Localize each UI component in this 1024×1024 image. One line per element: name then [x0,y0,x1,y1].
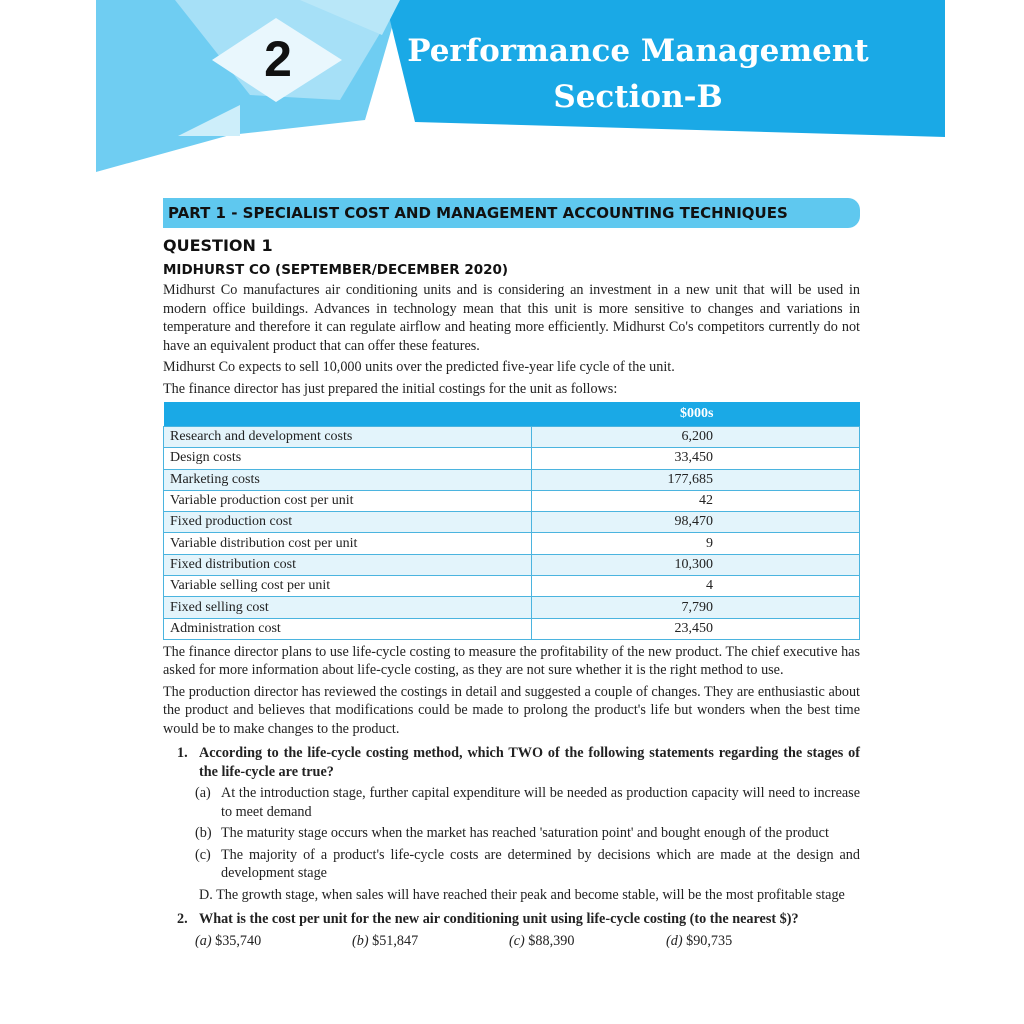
option-text: The maturity stage occurs when the market has reached 'saturation point' and bought enough of the product [221,825,829,842]
answer-text: $35,740 [215,932,262,949]
cost-value: 177,685 [532,469,860,490]
option-a [195,784,860,821]
paragraph-intro: Midhurst Co manufactures air conditioning units and is considering an investment in a new unit that will be used in modern office buildings. Advances in technology mean that this unit is more sensitive to changes and variations in temperature and therefore it can regulate airflow and heating more efficiently. Midhurst Co's competitors currently do not have an equivalent product that can offer these features. [163,282,860,354]
answer-options [195,933,860,950]
cost-label: Marketing costs [164,469,532,490]
option-text: At the introduction stage, further capital expenditure will be needed as production capacity will need to increase to meet demand [221,785,860,820]
chapter-title-line1: Performance Management [407,33,869,69]
cost-label: Variable distribution cost per unit [164,533,532,554]
question-heading: QUESTION 1 [163,236,273,255]
cost-label: Variable selling cost per unit [164,576,532,597]
table-header-value: $000s [532,402,860,427]
option-d: D. The growth stage, when sales will have reached their peak and become stable, will be the most profitable stage [199,886,845,903]
table-row [164,469,860,490]
part-heading: PART 1 - SPECIALIST COST AND MANAGEMENT ACCOUNTING TECHNIQUES [163,198,860,228]
answer-b [352,933,509,950]
cost-label: Fixed selling cost [164,597,532,618]
answer-label: (b) [352,932,369,949]
answer-d [666,933,823,950]
option-label: (b) [195,825,212,842]
paragraph-production: The production director has reviewed the costings in detail and suggested a couple of changes. They are enthusiastic about the product and believes that modifications could be made to prolong the product's life but wonders when the best time would be to make changes to the product. [163,683,860,737]
option-c [195,846,860,883]
answer-c [509,933,666,950]
option-b [195,824,860,843]
question-text: What is the cost per unit for the new air conditioning unit using life-cycle costing (to the nearest $)? [199,911,799,928]
cost-label: Administration cost [164,618,532,639]
cost-value: 42 [532,490,860,511]
answer-text: $51,847 [372,932,419,949]
paragraph-life-cycle: The finance director plans to use life-cycle costing to measure the profitability of the new product. The chief executive has asked for more information about life-cycle costing, as they are not sure whether it is the right method to use. [163,643,860,679]
answer-label: (d) [666,932,683,949]
cost-value: 10,300 [532,554,860,575]
chapter-title-line2: Section-B [553,79,723,115]
question-1 [177,744,860,781]
cost-value: 9 [532,533,860,554]
paragraph-sales: Midhurst Co expects to sell 10,000 units over the predicted five-year life cycle of the unit. [163,359,675,375]
table-header-label [164,402,532,427]
paragraph-costings-intro: The finance director has just prepared the initial costings for the unit as follows: [163,380,618,397]
costings-table [163,402,860,640]
option-label: (a) [195,785,211,802]
cost-label: Research and development costs [164,427,532,448]
cost-value: 98,470 [532,512,860,533]
question-text: According to the life-cycle costing method, which TWO of the following statements regarding the stages of the life-cycle are true? [199,745,860,780]
cost-value: 23,450 [532,618,860,639]
answer-text: $90,735 [686,932,733,949]
option-text: The majority of a product's life-cycle costs are determined by decisions which are made at the design and development stage [221,846,860,882]
table-row [164,554,860,575]
cost-value: 33,450 [532,448,860,469]
table-header-row [164,402,860,427]
chapter-number: 2 [264,31,292,87]
table-row [164,533,860,554]
answer-label: (c) [509,932,525,949]
questions-list [163,744,860,950]
chapter-title [400,28,876,120]
table-row [164,512,860,533]
answer-text: $88,390 [528,932,575,949]
cost-value: 7,790 [532,597,860,618]
table-row [164,427,860,448]
table-row [164,490,860,511]
cost-label: Fixed production cost [164,512,532,533]
answer-a [195,933,352,950]
table-row [164,597,860,618]
cost-value: 6,200 [532,427,860,448]
answer-label: (a) [195,932,212,949]
option-label: (c) [195,846,211,863]
page-content [163,198,860,950]
table-row [164,448,860,469]
cost-label: Fixed distribution cost [164,554,532,575]
case-heading: MIDHURST CO (SEPTEMBER/DECEMBER 2020) [163,262,509,278]
table-row [164,618,860,639]
cost-value: 4 [532,576,860,597]
question-2 [177,910,860,929]
table-row [164,576,860,597]
cost-label: Design costs [164,448,532,469]
question-number: 1. [177,745,188,762]
cost-label: Variable production cost per unit [164,490,532,511]
question-number: 2. [177,911,188,928]
